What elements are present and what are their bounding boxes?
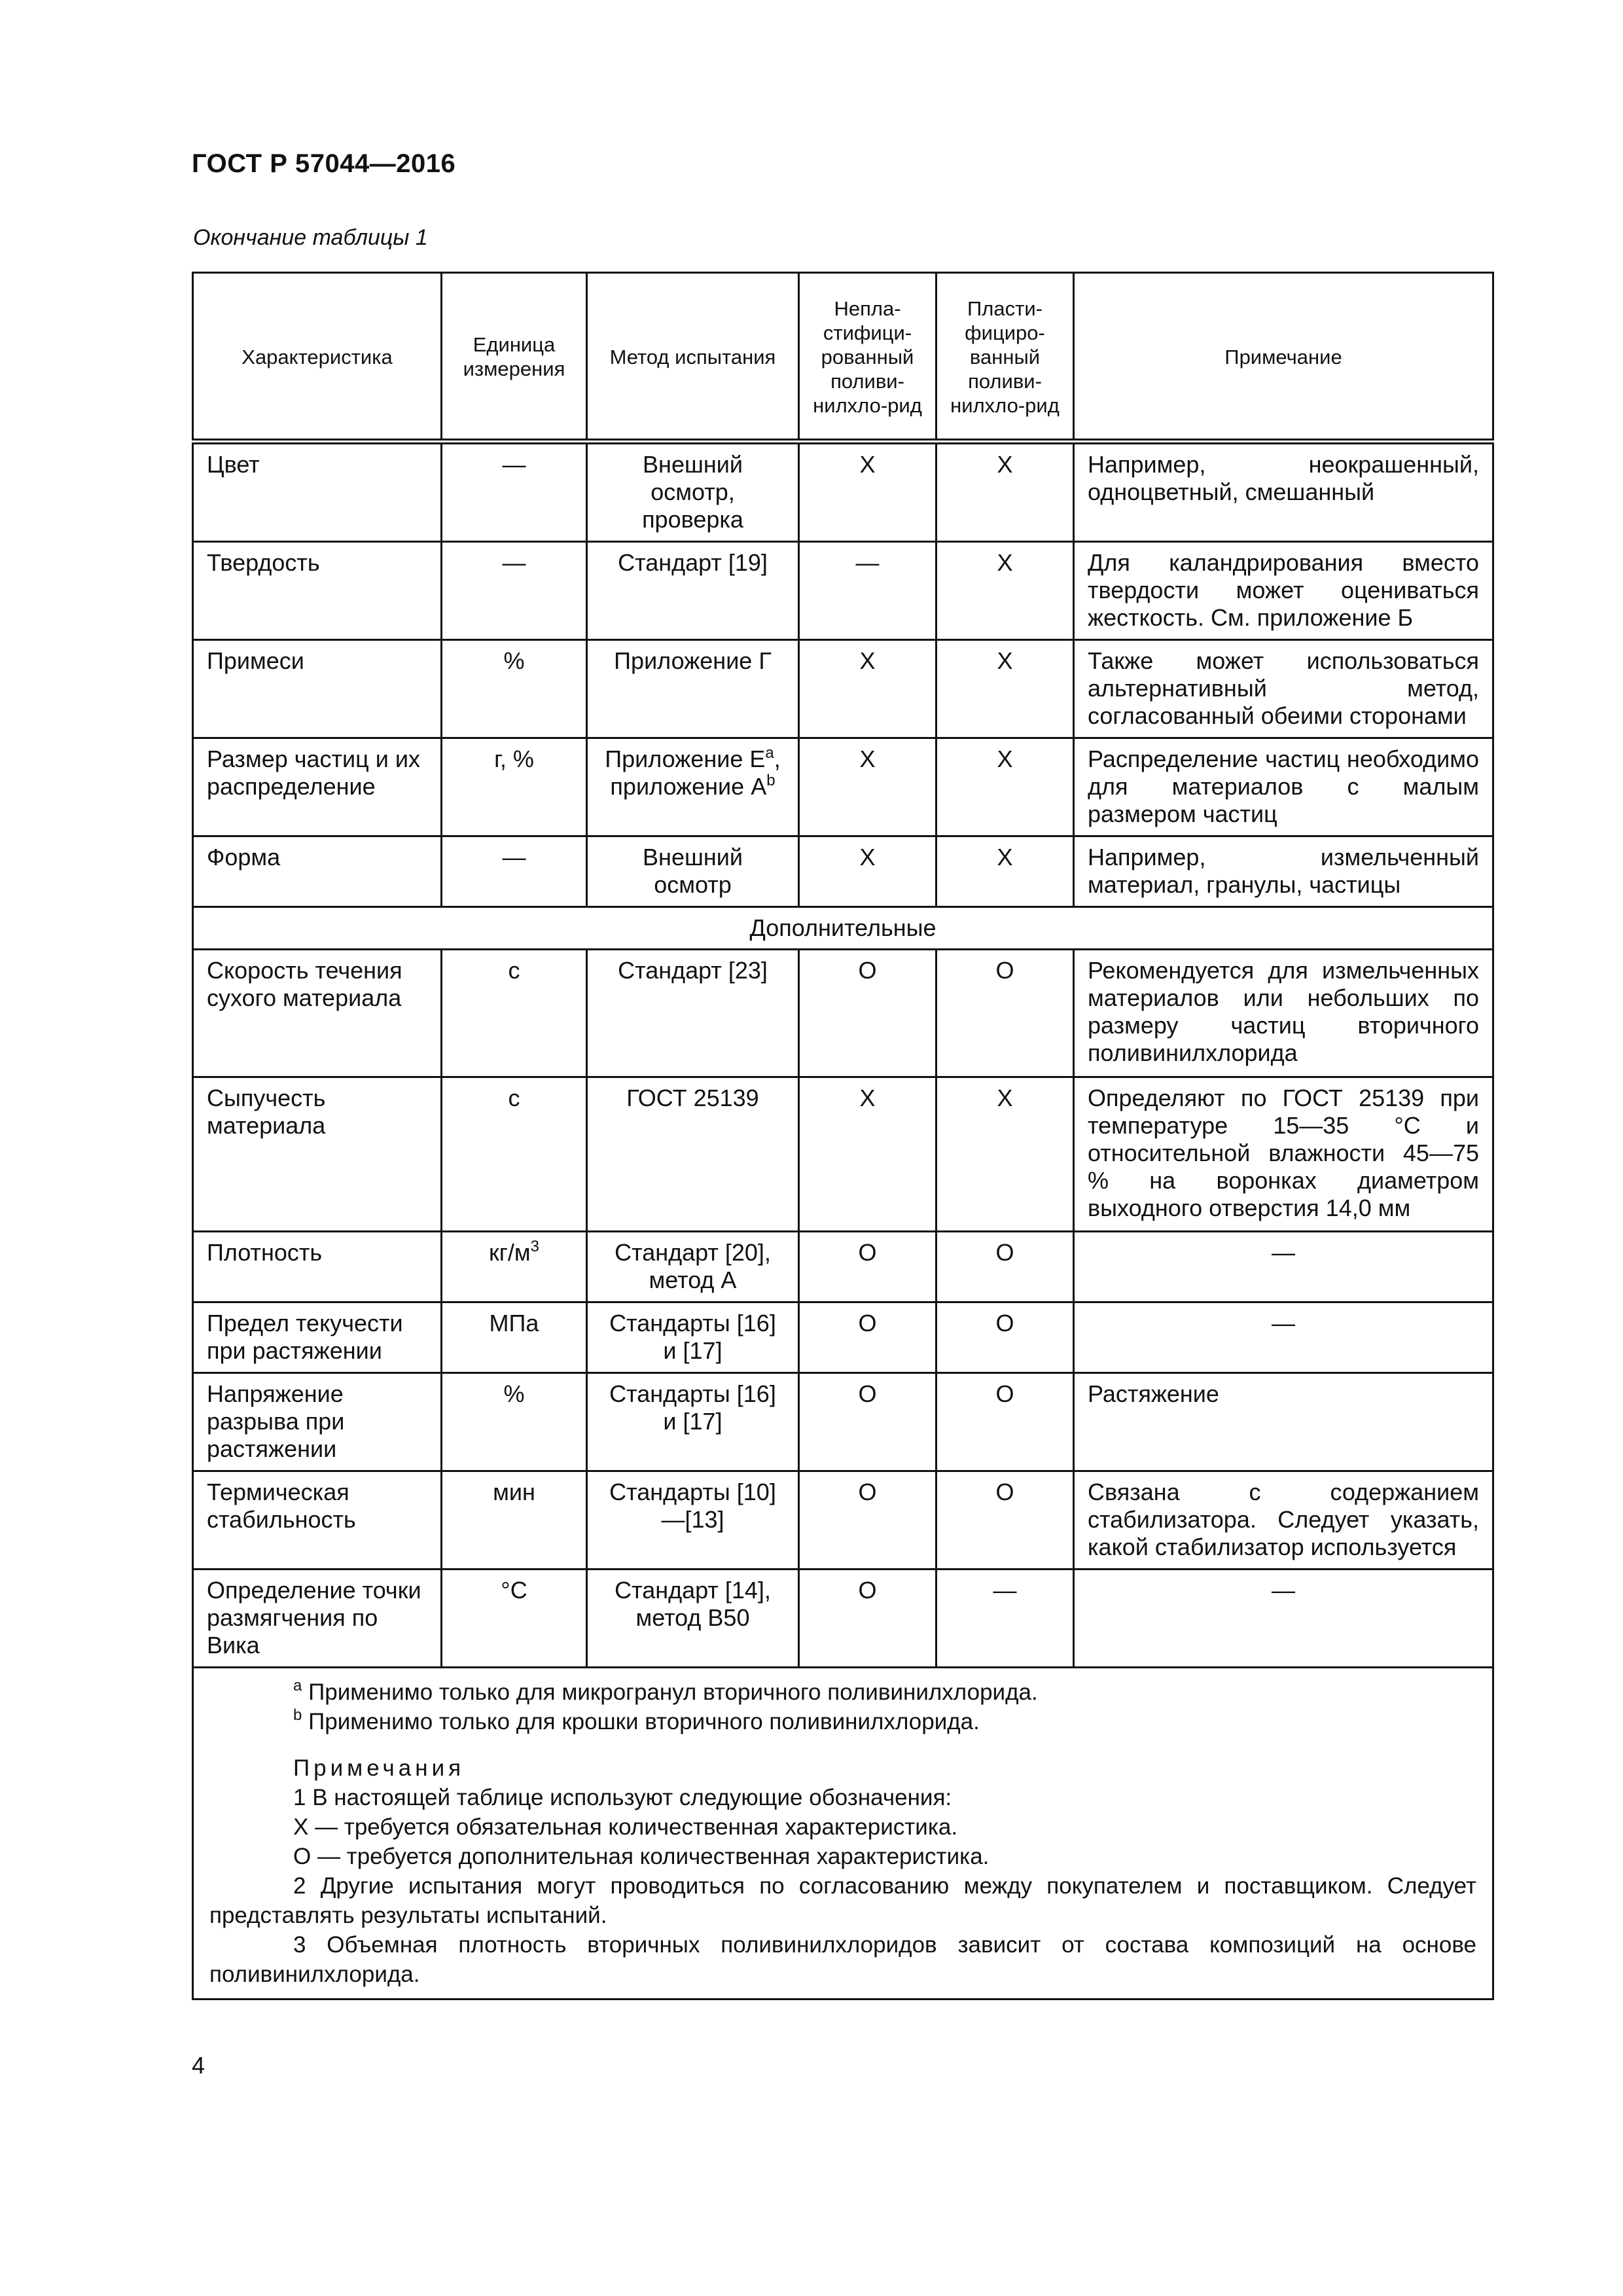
cell-plasticized: X — [936, 442, 1074, 542]
cell-plasticized: X — [936, 1077, 1074, 1232]
cell-note: Распределение частиц необходимо для материалов с малым размером частиц — [1074, 738, 1493, 836]
section-label: Дополнительные — [193, 907, 1493, 950]
cell-plasticized: O — [936, 1232, 1074, 1302]
note-item: X — требуется обязательная количественная характеристика. — [293, 1814, 958, 1840]
cell-unplasticized: O — [799, 1471, 936, 1570]
cell-plasticized: X — [936, 836, 1074, 907]
cell-unit: МПа — [442, 1302, 587, 1373]
unit-exponent: 3 — [530, 1238, 539, 1255]
cell-characteristic: Скорость течения сухого материала — [193, 950, 442, 1077]
footnote-mark: a — [293, 1677, 302, 1695]
cell-unplasticized: O — [799, 1302, 936, 1373]
footnote-mark: b — [293, 1706, 302, 1724]
cell-method: Приложение Г — [587, 640, 799, 738]
cell-unplasticized: X — [799, 442, 936, 542]
cell-note: — — [1074, 1570, 1493, 1668]
cell-method: Стандарт [19] — [587, 542, 799, 640]
table-row — [193, 542, 1493, 640]
cell-unplasticized: X — [799, 836, 936, 907]
cell-unplasticized: — — [799, 542, 936, 640]
cell-plasticized: O — [936, 1471, 1074, 1570]
col-header-characteristic: Характеристика — [193, 273, 442, 442]
cell-unplasticized: O — [799, 1570, 936, 1668]
cell-characteristic: Термическая стабильность — [193, 1471, 442, 1570]
page-number: 4 — [192, 2052, 205, 2079]
footnote-b — [209, 1707, 1476, 1736]
table-row — [193, 1077, 1493, 1232]
table-row — [193, 1471, 1493, 1570]
cell-plasticized: O — [936, 950, 1074, 1077]
footnote-mark: a — [765, 744, 774, 762]
cell-unit: г, % — [442, 738, 587, 836]
table-row — [193, 442, 1493, 542]
cell-note: Растяжение — [1074, 1373, 1493, 1471]
cell-unit: мин — [442, 1471, 587, 1570]
characteristics-table — [192, 272, 1494, 2000]
table-row — [193, 1373, 1493, 1471]
cell-method: Стандарты [16] и [17] — [587, 1373, 799, 1471]
method-text: , приложение А — [610, 745, 781, 800]
cell-method: Внешний осмотр — [587, 836, 799, 907]
notes-row — [193, 1668, 1493, 2000]
cell-plasticized: — — [936, 1570, 1074, 1668]
table-caption: Окончание таблицы 1 — [193, 225, 428, 250]
cell-unit: с — [442, 950, 587, 1077]
notes-heading: Примечания — [293, 1755, 465, 1781]
cell-plasticized: X — [936, 738, 1074, 836]
cell-method: Стандарт [23] — [587, 950, 799, 1077]
cell-unplasticized: O — [799, 1232, 936, 1302]
cell-method: Стандарт [14], метод В50 — [587, 1570, 799, 1668]
cell-unit: с — [442, 1077, 587, 1232]
cell-plasticized: X — [936, 542, 1074, 640]
cell-unit: % — [442, 640, 587, 738]
cell-unplasticized: X — [799, 640, 936, 738]
cell-characteristic: Сыпучесть материала — [193, 1077, 442, 1232]
cell-characteristic: Цвет — [193, 442, 442, 542]
footnote-text: Применимо только для крошки вторичного поливинилхлорида. — [302, 1709, 980, 1734]
document-header: ГОСТ Р 57044—2016 — [192, 149, 456, 178]
table-row — [193, 1570, 1493, 1668]
table-row — [193, 836, 1493, 907]
cell-note: Определяют по ГОСТ 25139 при температуре 15—35 °С и относительной влажности 45—75 % на воронках диаметром выходного отверстия 14,0 мм — [1074, 1077, 1493, 1232]
cell-characteristic: Твердость — [193, 542, 442, 640]
method-text: Приложение Е — [605, 745, 766, 772]
table-row — [193, 1302, 1493, 1373]
cell-characteristic: Примеси — [193, 640, 442, 738]
note-item: 3 Объемная плотность вторичных поливинилхлоридов зависит от состава композиций на основе поливинилхлорида. — [209, 1932, 1476, 1987]
cell-characteristic: Форма — [193, 836, 442, 907]
cell-note: — — [1074, 1302, 1493, 1373]
cell-plasticized: O — [936, 1373, 1074, 1471]
cell-unplasticized: X — [799, 738, 936, 836]
table-row — [193, 1232, 1493, 1302]
footnote-a — [209, 1677, 1476, 1707]
cell-note: Связана с содержанием стабилизатора. Следует указать, какой стабилизатор используется — [1074, 1471, 1493, 1570]
cell-note: Например, измельченный материал, гранулы, частицы — [1074, 836, 1493, 907]
col-header-plasticized: Пласти-фициро-ванный поливи-нилхло-рид — [936, 273, 1074, 442]
cell-note: Например, неокрашенный, одноцветный, смешанный — [1074, 442, 1493, 542]
cell-characteristic: Плотность — [193, 1232, 442, 1302]
col-header-method: Метод испытания — [587, 273, 799, 442]
note-item: O — требуется дополнительная количественная характеристика. — [293, 1844, 990, 1869]
footnote-mark: b — [766, 772, 776, 789]
cell-method: ГОСТ 25139 — [587, 1077, 799, 1232]
cell-characteristic: Размер частиц и их распределение — [193, 738, 442, 836]
col-header-note: Примечание — [1074, 273, 1493, 442]
notes-cell — [193, 1668, 1493, 2000]
cell-unit: °С — [442, 1570, 587, 1668]
cell-method: Стандарт [20], метод А — [587, 1232, 799, 1302]
table-row — [193, 950, 1493, 1077]
note-item: 2 Другие испытания могут проводиться по согласованию между покупателем и поставщиком. Следует представлять результаты испытаний. — [209, 1873, 1476, 1928]
cell-note: Также может использоваться альтернативный метод, согласованный обеими сторонами — [1074, 640, 1493, 738]
table-row — [193, 640, 1493, 738]
col-header-unit: Единица измерения — [442, 273, 587, 442]
cell-unplasticized: O — [799, 1373, 936, 1471]
cell-plasticized: X — [936, 640, 1074, 738]
note-item: 1 В настоящей таблице используют следующие обозначения: — [293, 1785, 952, 1810]
cell-note: Для каландрирования вместо твердости может оцениваться жесткость. См. приложение Б — [1074, 542, 1493, 640]
footnote-text: Применимо только для микрогранул вторичного поливинилхлорида. — [302, 1679, 1038, 1705]
table-row — [193, 738, 1493, 836]
cell-characteristic: Предел текучести при растяжении — [193, 1302, 442, 1373]
cell-method — [587, 738, 799, 836]
table-header-row — [193, 273, 1493, 442]
cell-method: Стандарты [16] и [17] — [587, 1302, 799, 1373]
cell-unplasticized: O — [799, 950, 936, 1077]
cell-method: Стандарты [10]—[13] — [587, 1471, 799, 1570]
cell-unit: — — [442, 542, 587, 640]
cell-unplasticized: X — [799, 1077, 936, 1232]
cell-unit: — — [442, 442, 587, 542]
cell-unit: — — [442, 836, 587, 907]
cell-characteristic: Определение точки размягчения по Вика — [193, 1570, 442, 1668]
unit-text: кг/м — [489, 1239, 531, 1266]
cell-plasticized: O — [936, 1302, 1074, 1373]
col-header-unplasticized: Непла-стифици-рованный поливи-нилхло-рид — [799, 273, 936, 442]
cell-characteristic: Напряжение разрыва при растяжении — [193, 1373, 442, 1471]
section-row — [193, 907, 1493, 950]
cell-unit — [442, 1232, 587, 1302]
cell-unit: % — [442, 1373, 587, 1471]
cell-method: Внешний осмотр, проверка — [587, 442, 799, 542]
cell-note: Рекомендуется для измельченных материалов или небольших по размеру частиц вторичного поливинилхлорида — [1074, 950, 1493, 1077]
cell-note: — — [1074, 1232, 1493, 1302]
